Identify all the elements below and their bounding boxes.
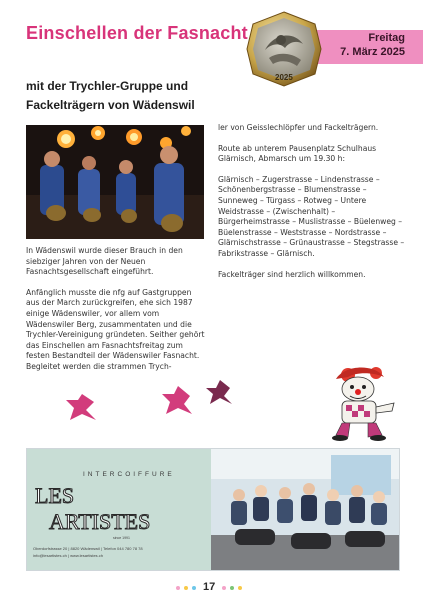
date-day: 7. März 2025	[340, 46, 405, 58]
logo-les: LES	[35, 483, 75, 508]
ad-address: Oberdorfstrasse 20 | 8820 Wädenswil | Telefon 044 780 78 78	[33, 546, 143, 551]
subtitle: mit der Trychler-Gruppe und Fackelträgern von Wädenswil	[26, 79, 195, 112]
route-start-paragraph: Route ab unterem Pausenplatz Schulhaus Glärnisch, Abmarsch um 19.30 h:	[218, 143, 377, 164]
ad-tagline: INTERCOIFFURE	[83, 471, 175, 478]
trychler-parade-photo	[26, 125, 204, 239]
footer-dot	[238, 586, 242, 590]
footer-dot	[222, 586, 226, 590]
clown-mascot-illustration	[318, 363, 408, 441]
page-title: Einschellen der Fasnacht	[26, 23, 248, 43]
star-shape	[162, 386, 192, 414]
page-number: 17	[203, 581, 216, 593]
ad-logo-panel	[27, 449, 211, 570]
ad-contact[interactable]: info@lesartistes.ch | www.lesartistes.ch	[33, 553, 104, 558]
footer-dot	[230, 586, 234, 590]
footer-dot	[184, 586, 188, 590]
article-left-column	[26, 246, 206, 373]
salon-team-photo	[211, 449, 399, 570]
article-paragraph: Anfänglich musste die nfg auf Gastgruppen aus der March zurückgreifen, ehe sich 1987 einige Wädenswiler, vor allem vom Wädenswiler Berg, zusammentaten und die Trychler-Vereinigung gründeten. Seither gehört das Einschellen am Fasnachtsfreitag zum festen Bestandteil der Wädenswiler Fasnacht. Begleitet werden die strammen Trych-	[26, 287, 205, 371]
torchbearers-welcome-paragraph: Fackelträger sind herzlich willkommen.	[218, 269, 366, 279]
logo-artistes: ARTISTES	[49, 509, 151, 534]
article-paragraph: In Wädenswil wurde dieser Brauch in den siebziger Jahren von der Neuen Fasnachtsgesellschaft eingeführt.	[26, 246, 183, 277]
route-streets-paragraph: Glärnisch – Zugerstrasse – Lindenstrasse – Schönenbergstrasse – Blumenstrasse – Sunneweg – Türgass – Rotweg – Untere Weidstrasse – (Zwischenhalt) – Bürgerheimstrasse – Muslistrasse – Büelenweg – Büelenstrasse – Weststrasse – Nordstrasse – Glärnischstrasse – Grünaustrasse – Stegstrasse – Fabrikstrasse – Glärnisch.	[218, 174, 405, 258]
star-shape	[66, 394, 96, 420]
decorative-stars	[60, 380, 250, 430]
article-paragraph: ler von Geisslechlöpfer und Fackelträgern.	[218, 123, 379, 132]
page-footer	[0, 580, 423, 596]
date-badge	[316, 30, 423, 64]
footer-dot	[192, 586, 196, 590]
ad-since: since 1991	[113, 536, 130, 540]
medal-year: 2025	[275, 73, 293, 82]
article-right-column	[218, 123, 406, 280]
advertisement-les-artistes[interactable]	[26, 448, 400, 571]
footer-dot	[176, 586, 180, 590]
les-artistes-logo	[33, 479, 153, 537]
date-weekday: Freitag	[368, 32, 405, 44]
star-shape	[206, 380, 232, 404]
